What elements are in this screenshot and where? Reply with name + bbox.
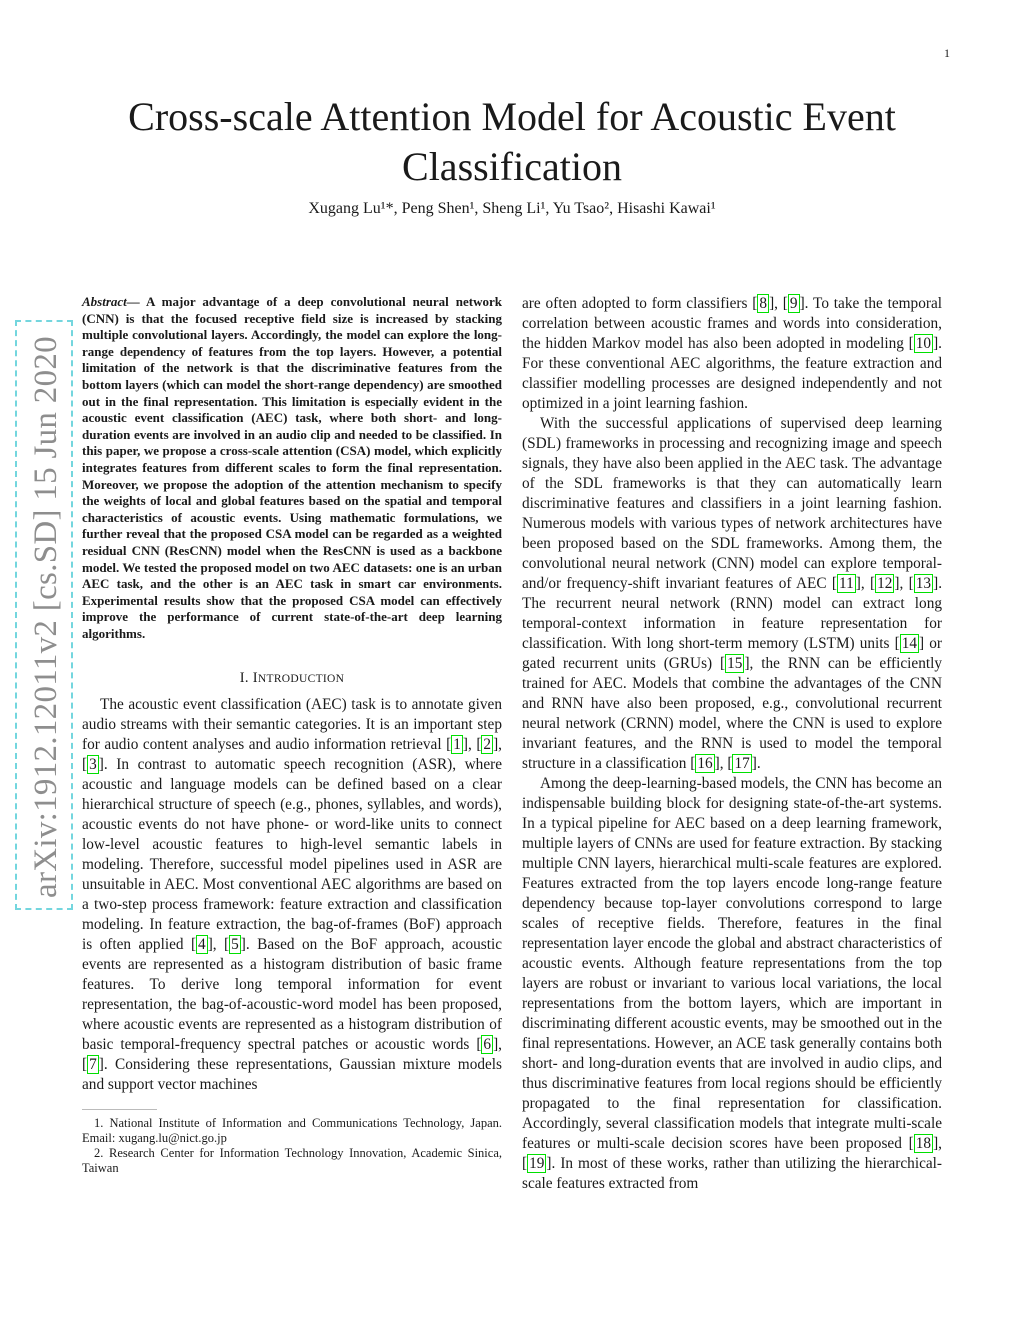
citation-link[interactable]: 17 xyxy=(734,755,750,772)
citation-link[interactable]: 8 xyxy=(759,295,768,312)
section-heading-introduction: I. INTRODUCTION xyxy=(239,670,345,687)
citation-link[interactable]: 19 xyxy=(529,1155,545,1172)
body-paragraph: are often adopted to form classifiers [ 8 ], [ 9 ]. To take the temporal correlation between acoustic frames and words into consideration, the hidden Markov model has also been adopted in modeling [ 10 ]. For these conventional AEC algorithms, the feature extraction and classifier modelling processes are designed independently and not optimized in a joint learning fashion. xyxy=(522,295,942,412)
left-column xyxy=(82,294,502,1176)
citation-link[interactable]: 12 xyxy=(877,575,893,592)
citation-link[interactable]: 6 xyxy=(483,1036,492,1054)
page-number: 1 xyxy=(944,46,950,60)
citation-link[interactable]: 3 xyxy=(89,756,97,774)
footnote-divider xyxy=(82,1109,157,1110)
citation-link[interactable]: 4 xyxy=(198,936,206,954)
citation-link[interactable]: 11 xyxy=(839,575,854,592)
right-column xyxy=(522,294,942,1194)
arxiv-identifier: arXiv:1912.12011v2 [cs.SD] 15 Jun 2020 xyxy=(28,336,64,898)
citation-link[interactable]: 18 xyxy=(915,1135,932,1152)
author-list: Xugang Lu¹*, Peng Shen¹, Sheng Li¹, Yu Tsao², Hisashi Kawai¹ xyxy=(308,200,716,217)
footnote: 2. Research Center for Information Technology Innovation, Academic Sinica, Taiwan xyxy=(82,1146,502,1176)
abstract-text: A major advantage of a deep convolutional neural network (CNN) is that the focused receptive field size is increased by stacking multiple convolutional layers. Accordingly, the model can explore the long-range dependency of features from the top layers. However, a potential limitation of the network is that the discriminative features from the bottom layers (which can model the short-range dependency) are smoothed out in the final representation. This limitation is especially evident in the acoustic event classification (AEC) task, where both short- and long-duration events are involved in an audio clip and needed to be classified. In this paper, we propose a cross-scale attention (CSA) model, which explicitly integrates features from different scales to form the final representation. Moreover, we propose the adoption of the attention mechanism to specify the weights of local and global features based on the spatial and temporal characteristics of acoustic events. Using mathematic formulations, we further reveal that the proposed CSA model can be regarded as a weighted residual CNN (ResCNN) model when the ResCNN is used as a backbone model. We tested the proposed model on two AEC datasets: one is an urban AEC task, and the other is an AEC task in smart car environments. Experimental results show that the proposed CSA model can effectively improve the performance of current state-of-the-art deep learning algorithms. xyxy=(82,294,502,641)
footnotes xyxy=(82,1116,502,1176)
citation-link[interactable]: 13 xyxy=(915,575,932,592)
body-paragraph: With the successful applications of supervised deep learning (SDL) frameworks in processing and recognizing image and speech signals, they have also been applied in the AEC task. The advantage of the SDL frameworks is that they can automatically learn discriminative features and classifiers in a joint learning fashion. Numerous models with various types of network architectures have been proposed based on the SDL frameworks. Among them, the convolutional neural network (CNN) model can explore temporal- and/or frequency-shift invariant features of AEC [ 11 ], [ 12 ], [ 13 ]. The recurrent neural network (RNN) model can extract long temporal-context information in feature representation for classification. With long short-term memory (LSTM) units [ 14 ] or gated recurrent units (GRUs) [ 15 ], the RNN can be efficiently trained for AEC. Models that combine the advantages of the CNN and RNN have also been proposed, e.g., convolutional recurrent neural network (CRNN) model, where the CNN is used to explore invariant features, and the RNN is used to model the temporal structure in a classification [ 16 ], [ 17 ]. xyxy=(522,415,943,772)
citation-link[interactable]: 14 xyxy=(901,635,918,652)
citation-link[interactable]: 1 xyxy=(453,736,461,754)
arxiv-stamp xyxy=(15,320,73,910)
citation-link[interactable]: 10 xyxy=(915,335,932,352)
abstract xyxy=(82,294,502,642)
citation-link[interactable]: 2 xyxy=(483,736,492,754)
citation-link[interactable]: 16 xyxy=(697,755,713,772)
citation-link[interactable]: 5 xyxy=(231,936,239,954)
body-paragraph: Among the deep-learning-based models, the CNN has become an indispensable building block for designing state-of-the-art systems. In a typical pipeline for AEC based on a deep learning framework, multiple layers of CNNs are used for feature extraction. By stacking multiple CNN layers, hierarchical multi-scale features are explored. Features extracted from the top layers encode long-range feature dependency because top-layer convolutions correspond to large scales of receptive fields. Therefore, features in the final representation layer encode the global and abstract characteristics of acoustic events. Although feature representations from the top layers are robust or invariant to various local variations, the local representations from the bottom layers, which are important in discriminating different acoustic events, may be smoothed out in the final representations. However, an ACE task generally contains both short- and long-duration events that are involved in audio clips, and thus discriminative features from local regions should be efficiently propagated to the final representation for classification. Accordingly, several classification models that integrate multi-scale features or multi-scale decision scores have been proposed [ 18 ], [ 19 ]. In most of these works, rather than utilizing the hierarchical-scale features extracted from xyxy=(522,775,942,1192)
citation-link[interactable]: 7 xyxy=(89,1056,97,1074)
abstract-label: Abstract— xyxy=(82,294,140,309)
footnote: 1. National Institute of Information and Communications Technology, Japan. Email: xugang.lu@nict.go.jp xyxy=(82,1116,502,1146)
citation-link[interactable]: 15 xyxy=(727,655,743,672)
paper-title: Cross-scale Attention Model for Acoustic Event Classification xyxy=(128,94,896,189)
citation-link[interactable]: 9 xyxy=(789,295,798,312)
intro-paragraph: The acoustic event classification (AEC) task is to annotate given audio streams with their semantic categories. It is an important step for audio content analyses and audio information retrieval [ 1 ], [ 2 ], [ 3 ]. In contrast to automatic speech recognition (ASR), where acoustic and language models can be defined based on a clear hierarchical structure of speech (e.g., phones, syllables, and words), acoustic events do not have phone- or word-like units to connect low-level acoustic features to high-level semantic labels in modeling. Therefore, successful model pipelines used in ASR are unsuitable in AEC. Most conventional AEC algorithms are based on a two-step process framework: feature extraction and classification modeling. In feature extraction, the bag-of-frames (BoF) approach is often applied [ 4 ], [ 5 ]. Based on the BoF approach, acoustic events are represented as a histogram distribution of basic frame features. To derive long temporal information for event representation, the bag-of-acoustic-word model has been proposed, where acoustic events are represented as a histogram distribution of basic temporal-frequency spectral patches or acoustic words [ 6 ], [ 7 ]. Considering these representations, Gaussian mixture models and support vector machines xyxy=(82,696,502,1094)
